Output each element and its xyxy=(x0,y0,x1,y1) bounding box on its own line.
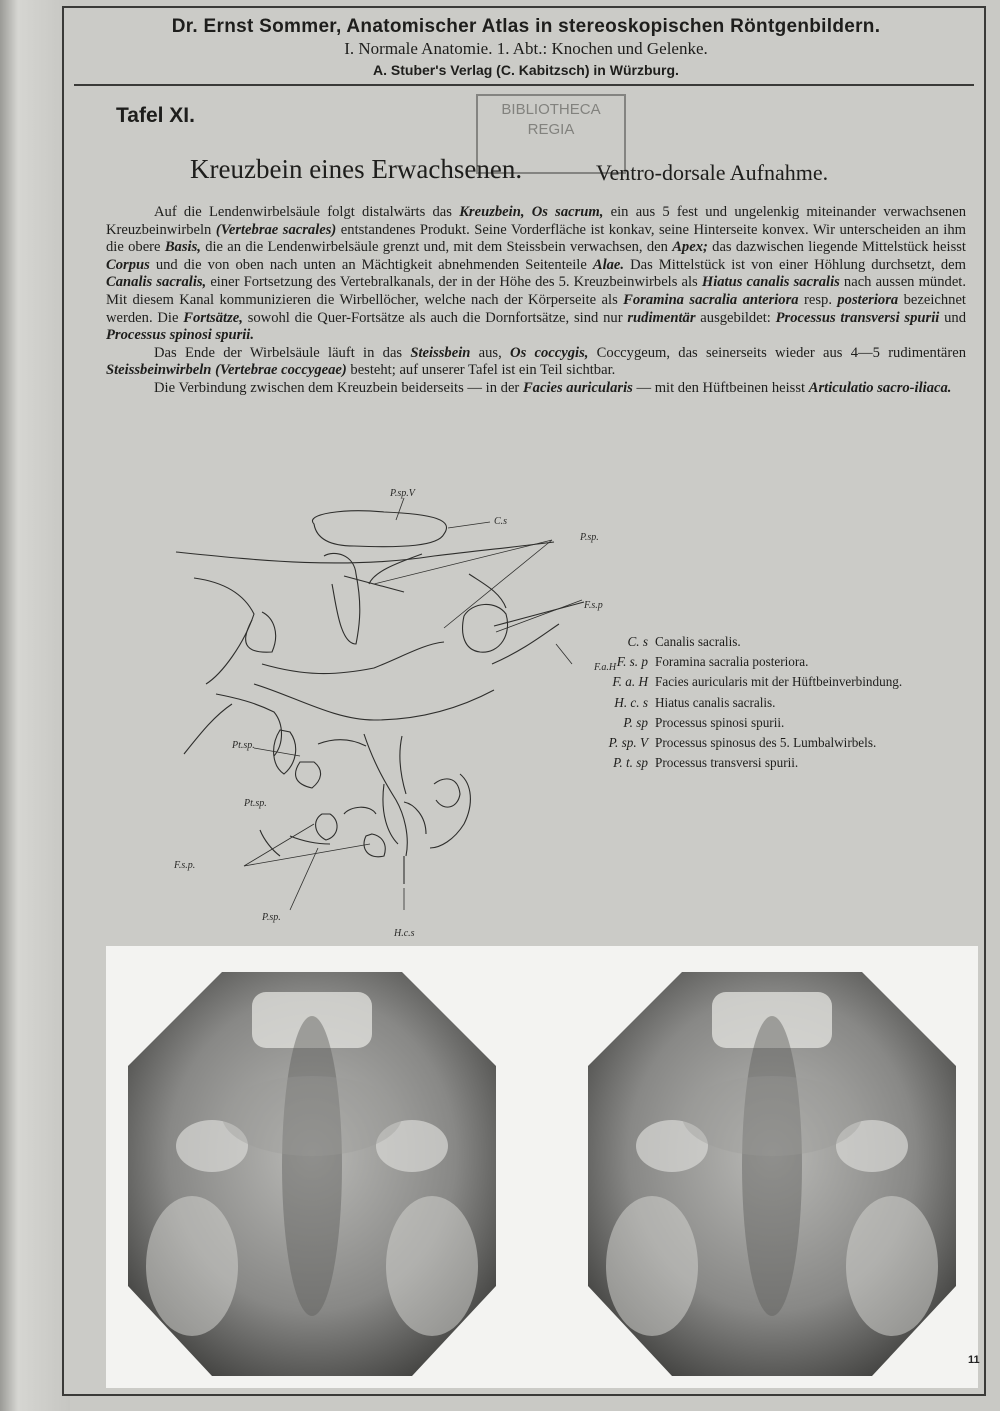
text-run: — mit den Hüftbeinen heisst xyxy=(632,379,809,396)
legend-description: Processus spinosi spurii. xyxy=(655,714,785,730)
legend-description: Hiatus canalis sacralis. xyxy=(655,694,776,710)
legend-abbreviation: P. t. sp xyxy=(613,755,648,771)
header-title: Dr. Ernst Sommer, Anatomischer Atlas in stereoskopischen Röntgenbildern. xyxy=(171,16,881,37)
text-run: nach aussen mündet. Mit diesem Kanal kommunizieren die Wirbellöcher, welche nach der Körperseite als xyxy=(106,274,967,308)
legend-row xyxy=(584,753,902,773)
legend-row xyxy=(584,693,902,713)
legend-list xyxy=(584,632,902,773)
xray-image-right xyxy=(582,966,962,1380)
emphasized-term: Facies auricularis xyxy=(522,379,633,396)
text-run: und die von oben nach unten an Mächtigkeit abnehmenden Seitenteile xyxy=(149,256,593,273)
legend-abbreviation: H. c. s xyxy=(614,694,648,710)
paragraph-2 xyxy=(106,345,966,380)
legend-abbreviation: F. s. p xyxy=(616,654,648,670)
paragraph-3 xyxy=(106,380,966,398)
emphasized-term: Apex; xyxy=(672,239,708,256)
page-number: 11 xyxy=(968,1354,980,1366)
page-subtitle: Ventro-dorsale Aufnahme. xyxy=(596,160,829,185)
library-stamp: BIBLIOTHECA REGIA xyxy=(476,94,626,174)
emphasized-term: Hiatus canalis sacralis xyxy=(701,274,840,291)
legend-description: Facies auricularis mit der Hüftbeinverbindung. xyxy=(655,674,903,690)
emphasized-term: Basis, xyxy=(164,239,201,256)
legend-abbreviation: F. a. H xyxy=(612,674,648,690)
text-run: einer Fortsetzung des Vertebralkanals, der in der Höhe des 5. Kreuzbeinwirbels als xyxy=(206,274,702,291)
text-run: und xyxy=(939,309,967,326)
emphasized-term: Fortsätze, xyxy=(183,309,243,326)
header-series: I. Normale Anatomie. 1. Abt.: Knochen und Gelenke. xyxy=(344,39,708,58)
atlas-plate xyxy=(62,6,986,1396)
text-run: besteht; auf unserer Tafel ist ein Teil sichtbar. xyxy=(346,362,616,379)
legend-description: Processus transversi spurii. xyxy=(655,755,799,771)
emphasized-term: Corpus xyxy=(106,256,150,273)
legend-row xyxy=(584,713,902,733)
header-publisher: A. Stuber's Verlag (C. Kabitzsch) in Würzburg. xyxy=(373,62,679,78)
plate-number: Tafel XI. xyxy=(116,104,195,127)
diagram-label: P.sp.V xyxy=(390,488,415,499)
legend-description: Processus spinosus des 5. Lumbalwirbels. xyxy=(655,735,877,751)
text-run: aus, xyxy=(470,344,511,361)
text-run: Die Verbindung zwischen dem Kreuzbein beiderseits — in der xyxy=(154,379,523,396)
emphasized-term: Steissbein xyxy=(410,344,471,361)
plate-header xyxy=(64,16,988,78)
diagram-label: C.s xyxy=(494,516,508,527)
text-run: Coccygeum, das seinerseits wieder aus 4—5 rudimentären xyxy=(588,344,966,361)
emphasized-term: Canalis sacralis, xyxy=(106,274,207,291)
diagram-label: P.sp. xyxy=(262,912,281,923)
legend-description: Canalis sacralis. xyxy=(655,634,741,649)
legend-abbreviation: P. sp xyxy=(623,714,648,730)
emphasized-term: Kreuzbein, Os sacrum, xyxy=(459,204,604,220)
text-run: ausgebildet: xyxy=(695,309,776,326)
paragraph-1 xyxy=(106,204,966,345)
legend-row xyxy=(584,632,902,652)
diagram-label: F.s.p xyxy=(584,600,603,611)
emphasized-term: rudimentär xyxy=(627,309,696,326)
legend-description: Foramina sacralia posteriora. xyxy=(655,654,809,670)
legend-row xyxy=(584,733,902,753)
text-run: bezeichnet werden. Die xyxy=(106,291,966,326)
diagram-label: Pt.sp. xyxy=(232,740,255,751)
xray-image-left xyxy=(122,966,502,1380)
diagram-label: F.s.p. xyxy=(174,860,196,871)
emphasized-term: Os coccygis, xyxy=(510,344,589,361)
diagram-label: H.c.s xyxy=(394,928,415,939)
legend-row xyxy=(584,672,902,692)
emphasized-term: Processus transversi spurii xyxy=(775,309,940,326)
text-run: entstandenes Produkt. Seine Vorderfläche ist konkav, seine Hinterseite konvex. Wir unterscheiden an ihm die obere xyxy=(106,221,966,256)
text-run: die an die Lendenwirbelsäule grenzt und, mit dem Steissbein verwachsen, den xyxy=(200,239,673,256)
diagram-label: P.sp. xyxy=(580,532,599,543)
emphasized-term: Steissbeinwirbeln (Vertebrae coccygeae) xyxy=(106,362,347,379)
text-run: Auf die Lendenwirbelsäule folgt distalwärts das xyxy=(154,204,460,220)
emphasized-term: posteriora xyxy=(837,291,899,308)
sacrum-diagram xyxy=(104,484,624,944)
text-run: Das Ende der Wirbelsäule läuft in das xyxy=(154,344,411,361)
emphasized-term: Processus spinosi spurii. xyxy=(106,327,255,344)
legend-abbreviation: P. sp. V xyxy=(608,735,648,751)
legend-row xyxy=(584,652,902,672)
page-title: Kreuzbein eines Erwachsenen. xyxy=(190,154,523,184)
emphasized-term: Alae. xyxy=(592,256,625,273)
diagram-label: Pt.sp. xyxy=(244,798,267,809)
diagram-label: F.a.H xyxy=(594,662,617,673)
text-run: sowohl die Quer-Fortsätze als auch die Dornfortsätze, sind nur xyxy=(242,309,628,326)
description-text xyxy=(106,204,966,398)
text-run: das dazwischen liegende Mittelstück heisst xyxy=(707,239,966,256)
emphasized-term: (Vertebrae sacrales) xyxy=(215,221,337,238)
emphasized-term: Articulatio sacro-iliaca. xyxy=(808,379,952,396)
text-run: resp. xyxy=(798,291,838,308)
legend-abbreviation: C. s xyxy=(627,634,648,649)
text-run: Das Mittelstück ist von einer Höhlung durchsetzt, dem xyxy=(624,256,967,273)
emphasized-term: Foramina sacralia anteriora xyxy=(623,291,799,308)
text-run: ein aus 5 fest und ungelenkig miteinander verwachsenen Kreuzbeinwirbeln xyxy=(106,204,966,238)
scan-edge xyxy=(0,0,70,1411)
stereo-xray-photos xyxy=(106,946,978,1388)
